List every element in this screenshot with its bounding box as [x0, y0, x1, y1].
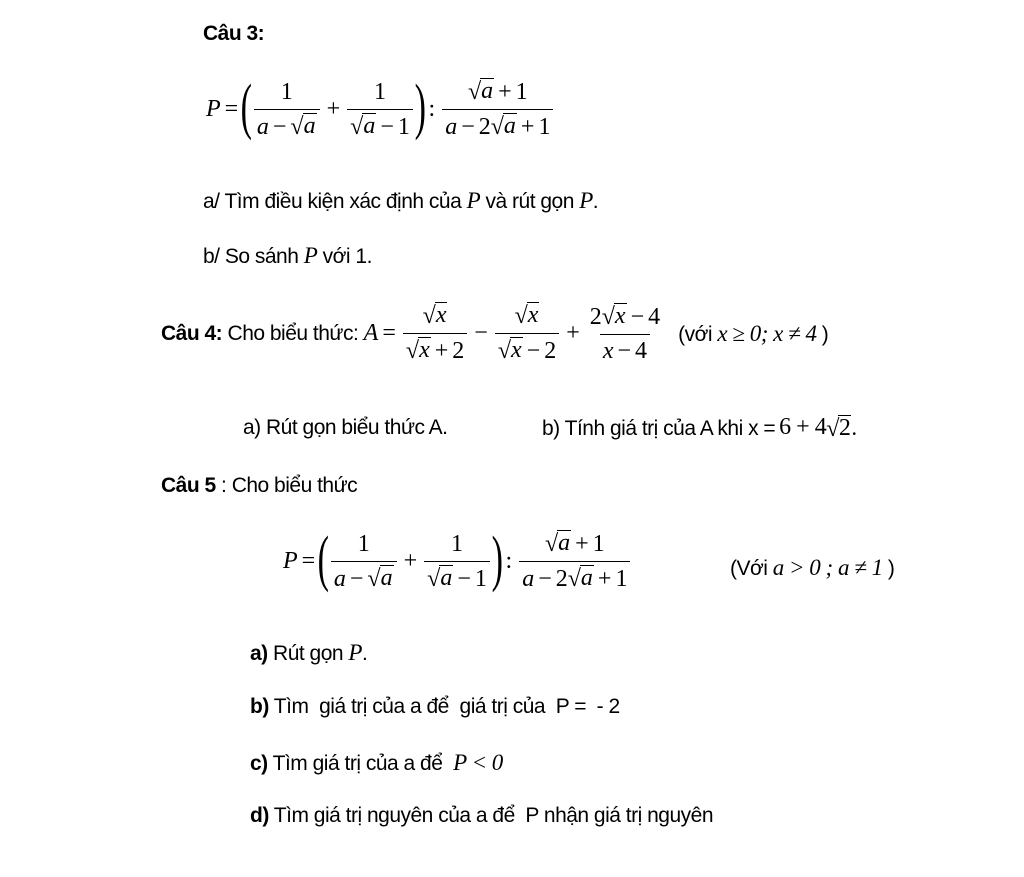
q5-item-a: a) Rút gọn P.: [250, 640, 368, 665]
q5-formula: P = ( 1 a − √ a + 1 √ a − 1 ) : √ a + 1 a − 2 √ a + 1: [283, 530, 633, 593]
q4-condition: (với x ≥ 0; x ≠ 4 ): [678, 320, 829, 346]
q3-heading: Câu 3:: [203, 22, 265, 45]
q5-item-c: c) Tìm giá trị của a để P < 0: [250, 750, 503, 775]
q4-formula: A = √ x √ x + 2 − √ x √ x − 2 + 2 √ x − 4 x − 4: [363, 302, 661, 365]
q3-part-a: a/ Tìm điều kiện xác định của P và rút gọn P.: [203, 188, 599, 213]
q4-line: Câu 4: Cho biểu thức: A = √ x √ x + 2 − √ x √ x − 2 + 2 √ x − 4 x − 4 (với x ≥ 0; x ≠ 4 ): [161, 302, 829, 365]
q4-heading: Câu 4:: [161, 321, 223, 345]
q4-part-a: a) Rút gọn biểu thức A.: [243, 416, 448, 439]
q5-condition: (Với a > 0 ; a ≠ 1 ): [730, 555, 895, 580]
q3-formula: P = ( 1 a − √ a + 1 √ a − 1 ) : √ a + 1 a − 2 √ a + 1: [206, 78, 556, 141]
q5-item-d: d) Tìm giá trị nguyên của a để P nhận giá trị nguyên: [250, 804, 714, 827]
q5-item-b: b) Tìm giá trị của a để giá trị của P = - 2: [250, 695, 620, 718]
q5-heading-line: Câu 5 : Cho biểu thức: [161, 474, 358, 497]
q4-part-b: b) Tính giá trị của A khi x = 6 + 4 √ 2 .: [542, 414, 857, 442]
q5-heading: Câu 5: [161, 474, 216, 497]
q3-part-b: b/ So sánh P với 1.: [203, 243, 372, 268]
